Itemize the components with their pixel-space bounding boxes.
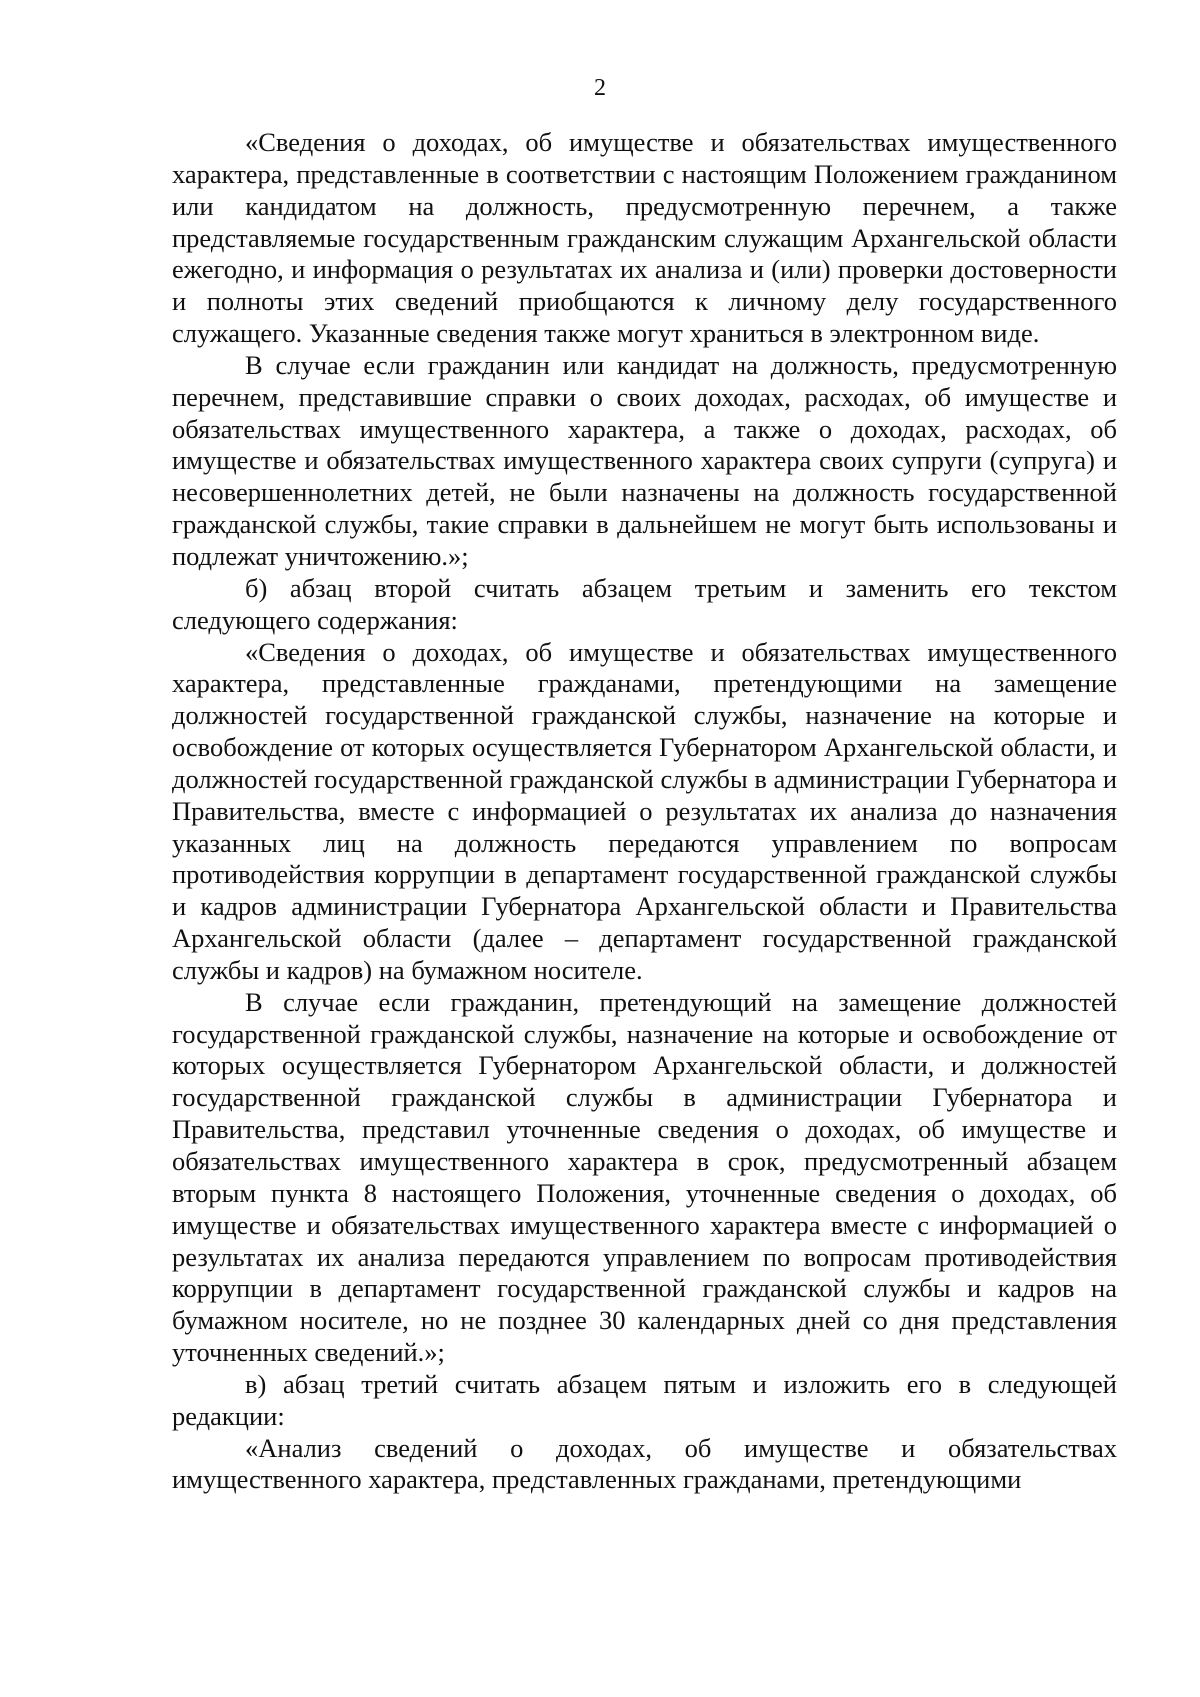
paragraph-7: «Анализ сведений о доходах, об имуществе и обязательствах имущественного характера, представленных гражданами, претендующими (172, 1432, 1117, 1495)
paragraph-2: В случае если гражданин или кандидат на должность, предусмотренную перечнем, представившие справки о своих доходах, расходах, об имуществе и обязательствах имущественного характера, а также о доходах, расходах, об имуществе и обязательствах имущественного характера своих супруги (супруга) и несовершеннолетних детей, не были назначены на должность государственной гражданской службы, такие справки в дальнейшем не могут быть использованы и подлежат уничтожению.»; (172, 349, 1117, 571)
paragraph-5: В случае если гражданин, претендующий на замещение должностей государственной гражданской службы, назначение на которые и освобождение от которых осуществляется Губернатором Архангельской области, и должностей государственной гражданской службы в администрации Губернатора и Правительства, представил уточненные сведения о доходах, об имуществе и обязательствах имущественного характера в срок, предусмотренный абзацем вторым пункта 8 настоящего Положения, уточненные сведения о доходах, об имуществе и обязательствах имущественного характера вместе с информацией о результатах их анализа передаются управлением по вопросам противодействия коррупции в департамент государственной гражданской службы и кадров на бумажном носителе, но не позднее 30 календарных дней со дня представления уточненных сведений.»; (172, 986, 1117, 1368)
document-body (172, 127, 1117, 1496)
paragraph-3: б) абзац второй считать абзацем третьим и заменить его текстом следующего содержания: (172, 572, 1117, 635)
paragraph-4: «Сведения о доходах, об имуществе и обязательствах имущественного характера, представленные гражданами, претендующими на замещение должностей государственной гражданской службы, назначение на которые и освобождение от которых осуществляется Губернатором Архангельской области, и должностей государственной гражданской службы в администрации Губернатора и Правительства, вместе с информацией о результатах их анализа до назначения указанных лиц на должность передаются управлением по вопросам противодействия коррупции в департамент государственной гражданской службы и кадров администрации Губернатора Архангельской области и Правительства Архангельской области (далее – департамент государственной гражданской службы и кадров) на бумажном носителе. (172, 636, 1117, 985)
paragraph-6: в) абзац третий считать абзацем пятым и изложить его в следующей редакции: (172, 1368, 1117, 1431)
paragraph-1: «Сведения о доходах, об имуществе и обязательствах имущественного характера, представленные в соответствии с настоящим Положением гражданином или кандидатом на должность, предусмотренную перечнем, а также представляемые государственным гражданским служащим Архангельской области ежегодно, и информация о результатах их анализа и (или) проверки достоверности и полноты этих сведений приобщаются к личному делу государственного служащего. Указанные сведения также могут храниться в электронном виде. (172, 127, 1117, 349)
page-number: 2 (594, 75, 606, 101)
